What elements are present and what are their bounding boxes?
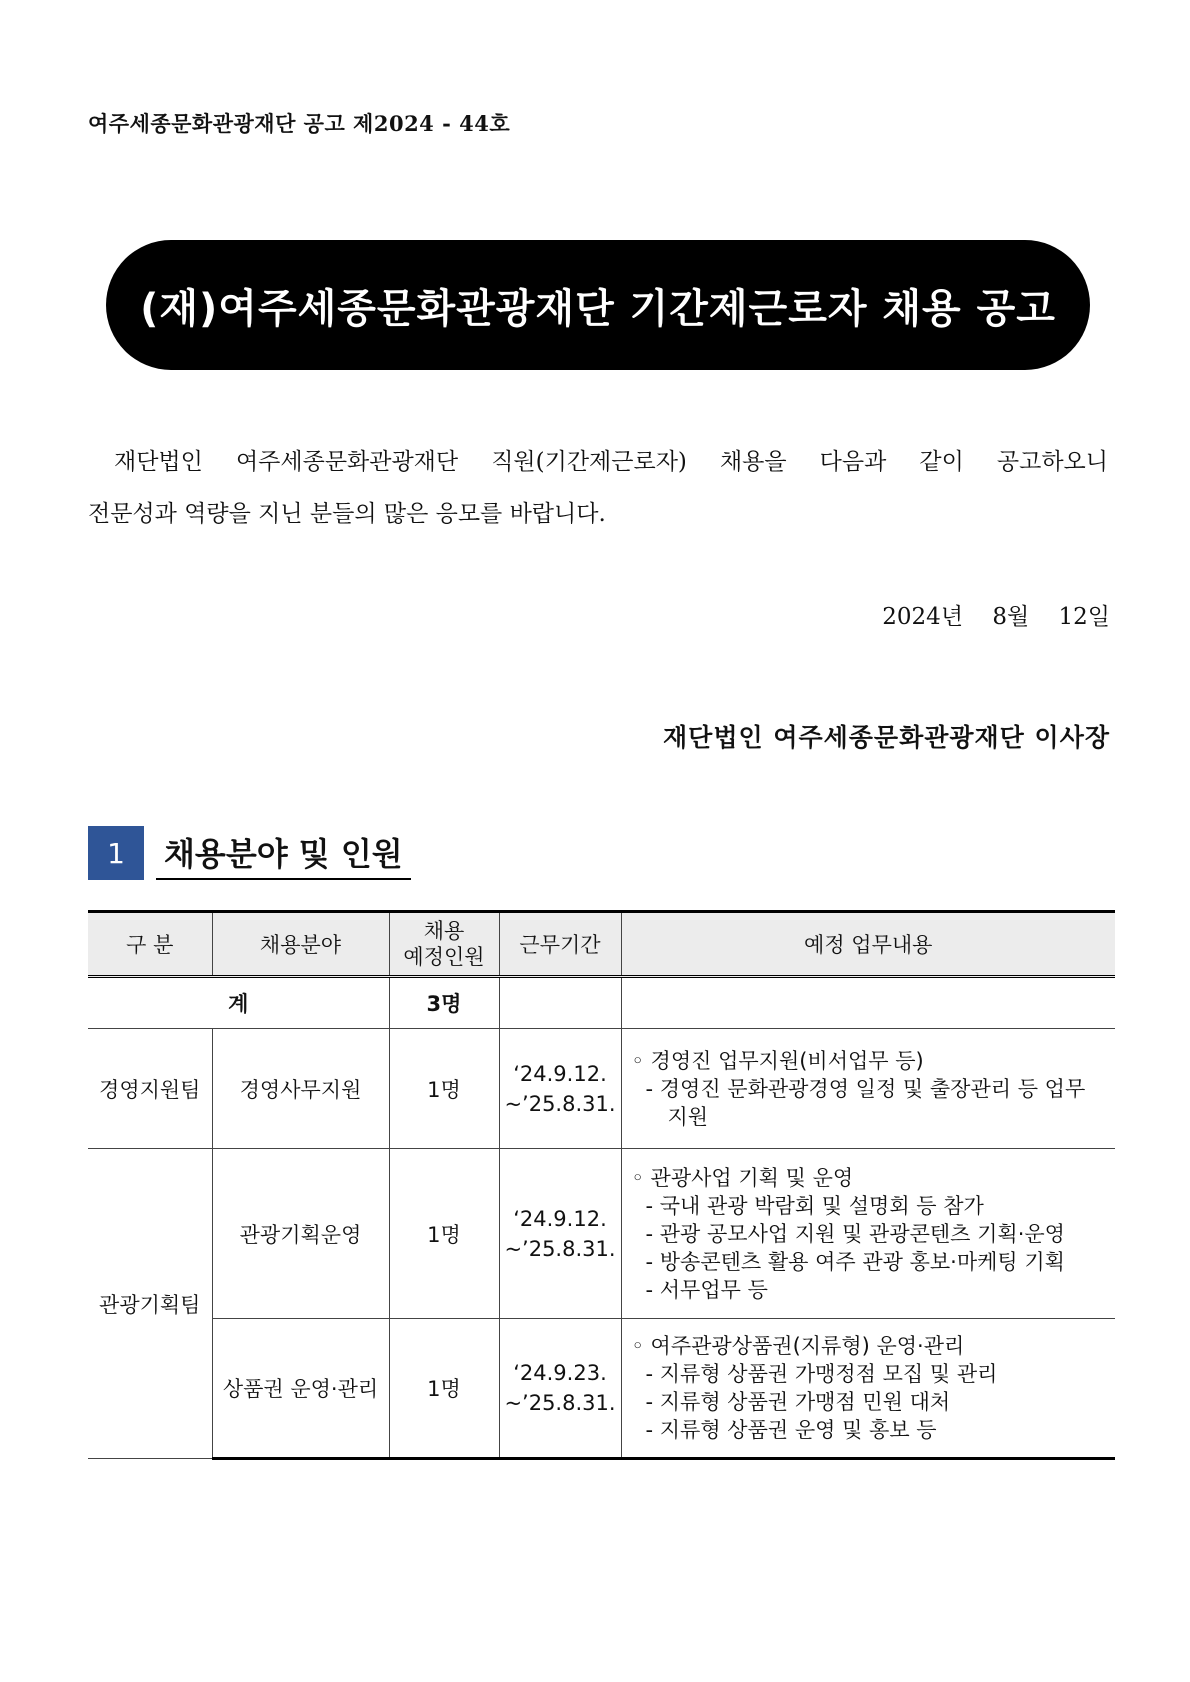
period-cell <box>499 1319 621 1459</box>
duty-item: - 지류형 상품권 가맹정점 모집 및 관리 <box>645 1362 998 1386</box>
table-row <box>88 1149 1115 1319</box>
header-duties: 예정 업무내용 <box>621 912 1115 977</box>
duty-item: - 경영진 문화관광경영 일정 및 출장관리 등 업무지원 <box>645 1076 1086 1129</box>
total-period-empty <box>499 977 621 1029</box>
duties-cell <box>621 1149 1115 1319</box>
notice-number: 여주세종문화관광재단 공고 제2024 - 44호 <box>88 111 511 136</box>
header-headcount <box>389 912 499 977</box>
duty-item: - 국내 관광 박람회 및 설명회 등 참가 <box>645 1193 984 1218</box>
count-cell: 1명 <box>389 1029 499 1149</box>
period-cell <box>499 1029 621 1149</box>
duty-item: - 관광 공모사업 지원 및 관광콘텐츠 기획·운영 <box>645 1221 1065 1246</box>
period-end: ~’25.8.31. <box>504 1391 616 1415</box>
header-category: 구 분 <box>88 912 212 977</box>
period-start: ‘24.9.12. <box>513 1061 607 1086</box>
team-cell: 관광기획팀 <box>88 1149 212 1459</box>
section-number: 1 <box>88 826 144 880</box>
duty-item: - 지류형 상품권 가맹점 민원 대처 <box>645 1390 951 1414</box>
page-title: (재)여주세종문화관광재단 기간제근로자 채용 공고 <box>140 285 1056 332</box>
section-title: 채용분야 및 인원 <box>156 826 411 880</box>
duty-title: ◦ 관광사업 기획 및 운영 <box>631 1165 854 1190</box>
title-banner <box>106 240 1090 370</box>
header-period: 근무기간 <box>499 912 621 977</box>
duty-item: - 서무업무 등 <box>645 1277 768 1302</box>
period-cell <box>499 1149 621 1319</box>
period-start: ‘24.9.23. <box>513 1361 607 1385</box>
table-row <box>88 1319 1115 1459</box>
intro-line-2: 전문성과 역량을 지닌 분들의 많은 응모를 바랍니다. <box>88 501 606 527</box>
duty-title: ◦ 경영진 업무지원(비서업무 등) <box>631 1048 924 1073</box>
table-row <box>88 1029 1115 1149</box>
header-headcount-line1: 채용 <box>423 919 465 943</box>
header-field: 채용분야 <box>212 912 389 977</box>
duties-cell <box>621 1319 1115 1459</box>
duty-item: - 방송콘텐츠 활용 여주 관광 홍보·마케팅 기획 <box>645 1249 1065 1274</box>
total-duties-empty <box>621 977 1115 1029</box>
table-header-row <box>88 912 1115 977</box>
header-headcount-line2: 예정인원 <box>403 945 485 969</box>
period-end: ~’25.8.31. <box>504 1091 616 1116</box>
team-cell: 경영지원팀 <box>88 1029 212 1149</box>
recruitment-table <box>88 910 1115 1460</box>
table-row-total <box>88 977 1115 1029</box>
total-count: 3명 <box>389 977 499 1029</box>
duty-item: - 지류형 상품권 운영 및 홍보 등 <box>645 1418 937 1442</box>
total-label: 계 <box>88 977 389 1029</box>
period-start: ‘24.9.12. <box>513 1206 607 1231</box>
duty-title: ◦ 여주관광상품권(지류형) 운영·관리 <box>631 1334 965 1358</box>
issuer: 재단법인 여주세종문화관광재단 이사장 <box>663 723 1110 752</box>
field-cell: 관광기획운영 <box>212 1149 389 1319</box>
field-cell: 상품권 운영·관리 <box>212 1319 389 1459</box>
period-end: ~’25.8.31. <box>504 1236 616 1261</box>
duties-cell <box>621 1029 1115 1149</box>
intro-line-1: 재단법인 여주세종문화관광재단 직원(기간제근로자) 채용을 다음과 같이 공고하오니 <box>114 449 1108 475</box>
field-cell: 경영사무지원 <box>212 1029 389 1149</box>
intro-paragraph <box>88 436 1108 540</box>
count-cell: 1명 <box>389 1149 499 1319</box>
announcement-date: 2024년 8월 12일 <box>882 604 1110 630</box>
section-heading <box>88 826 411 880</box>
count-cell: 1명 <box>389 1319 499 1459</box>
